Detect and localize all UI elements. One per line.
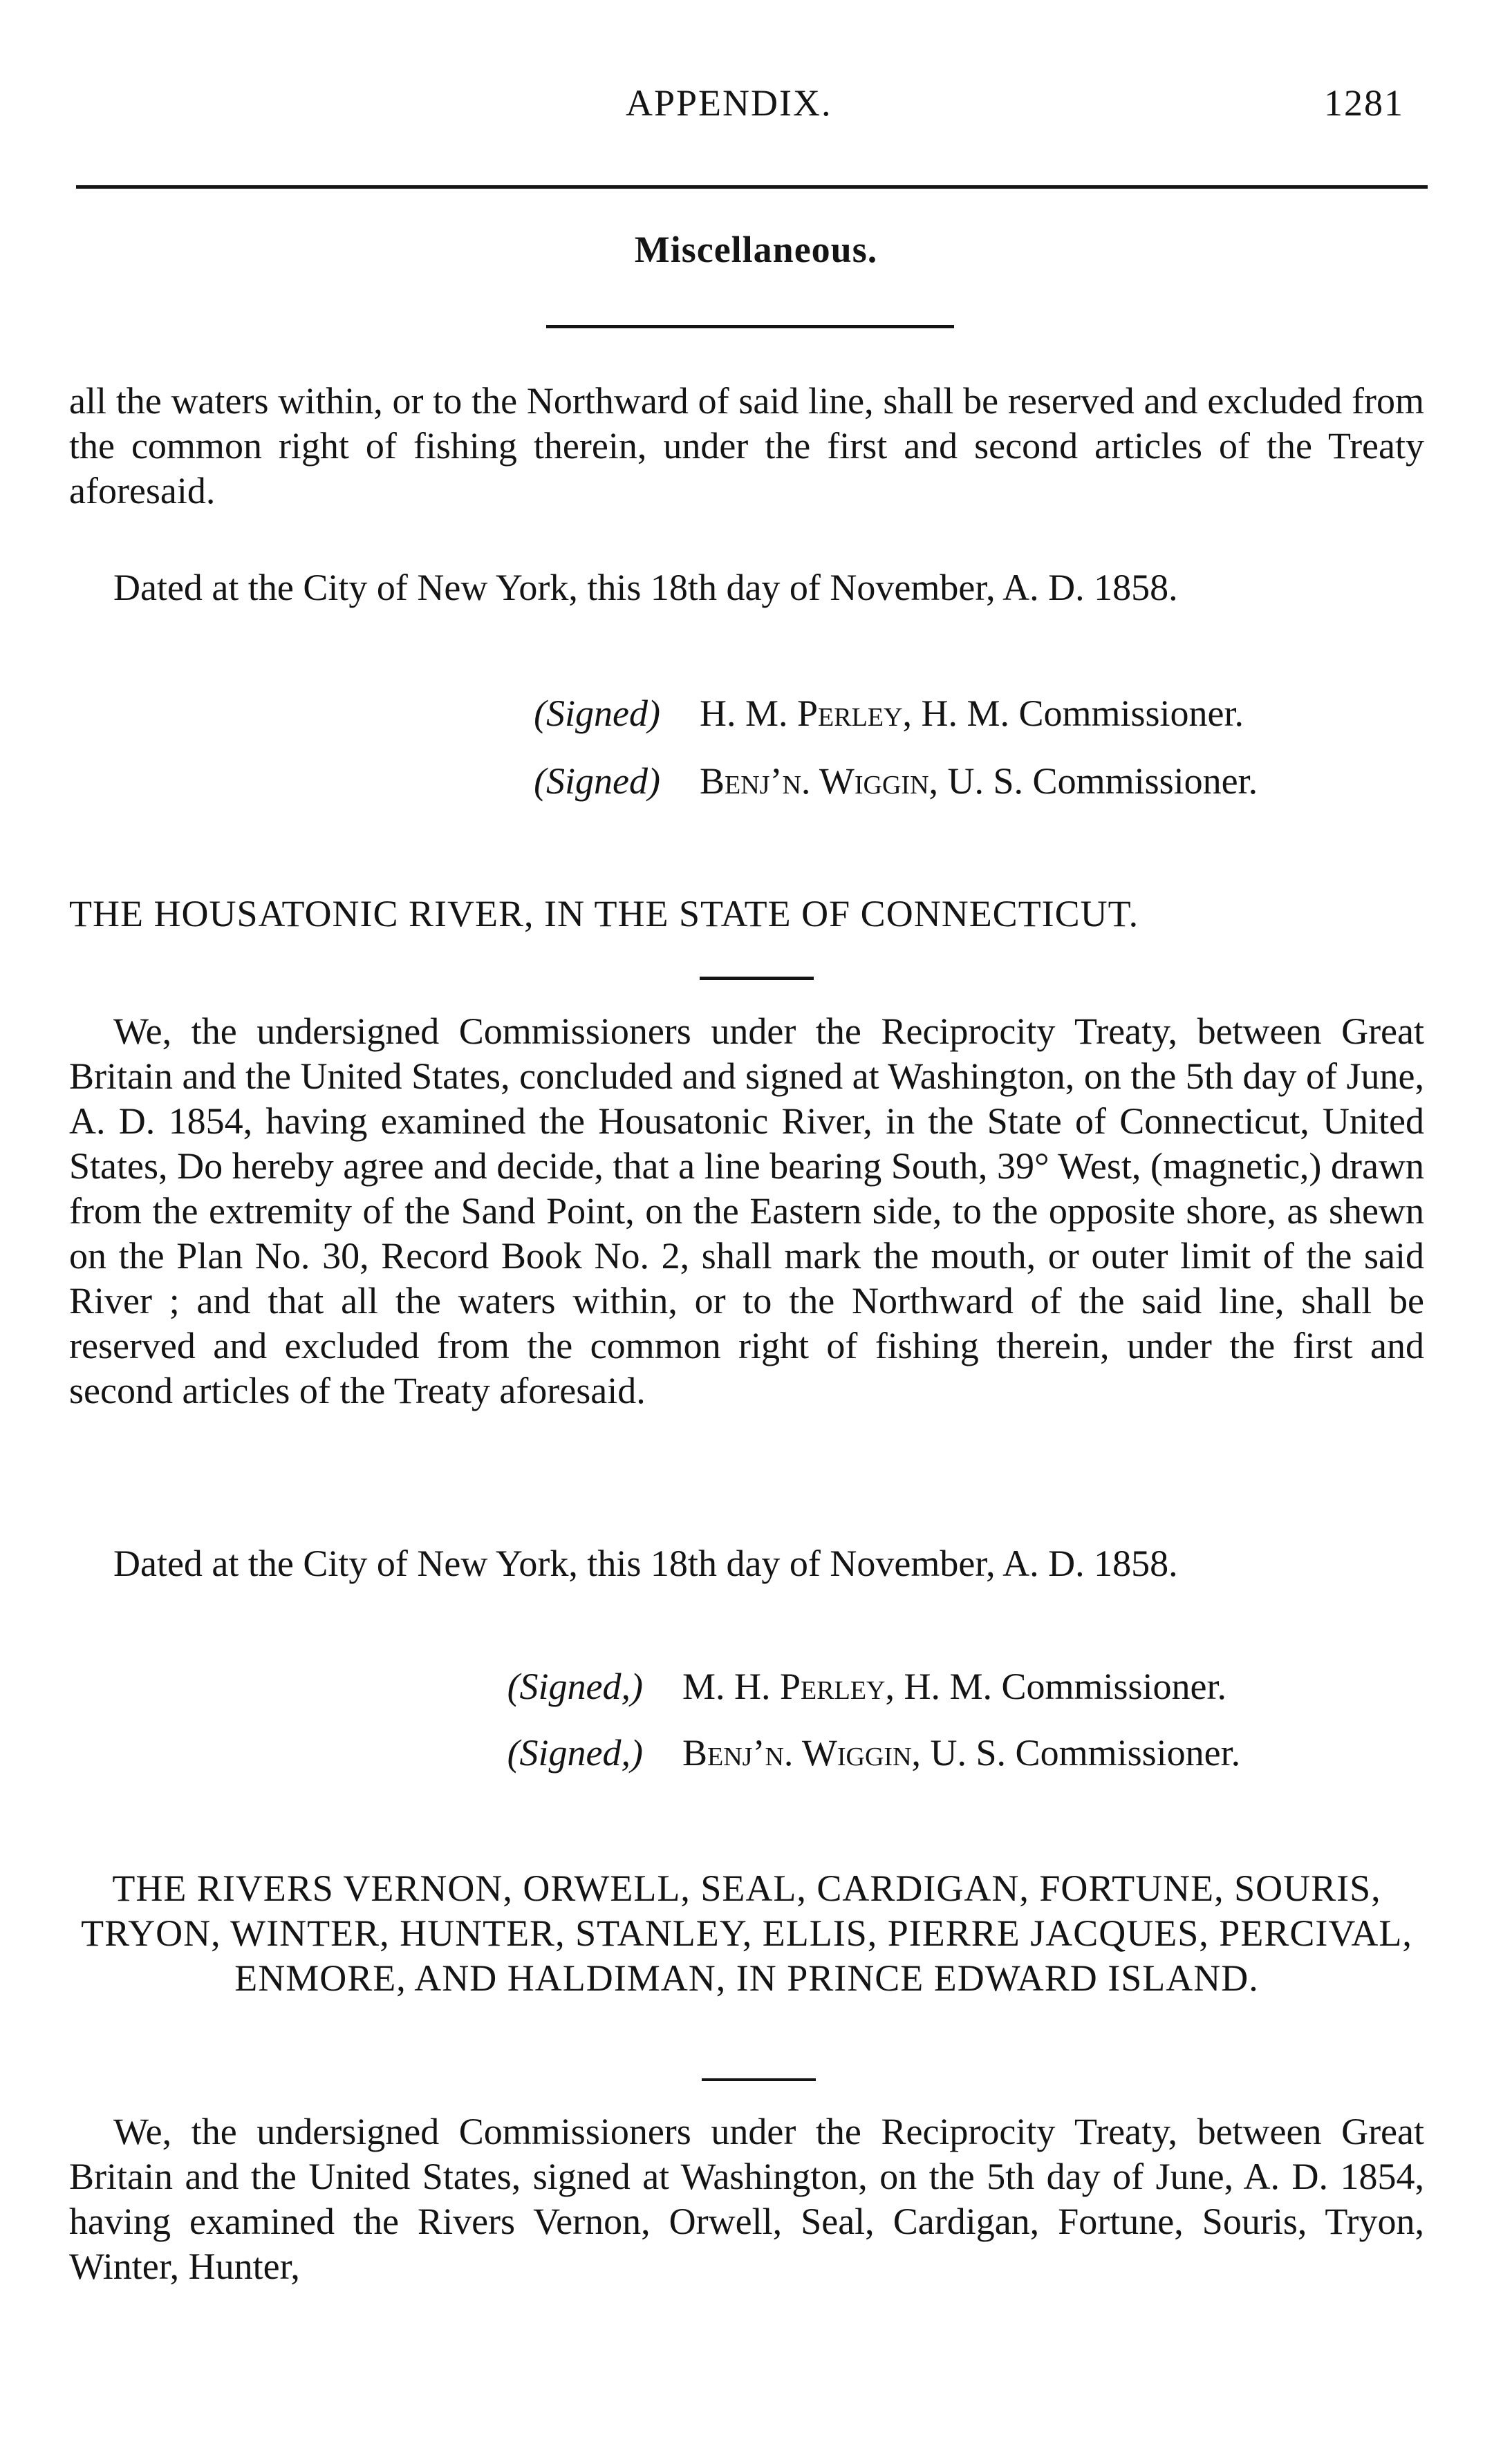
running-header-title: APPENDIX. [626,82,832,124]
signed-label: (Signed,) [507,1732,643,1774]
signatory-role: U. S. Commissioner. [930,1732,1241,1774]
signatory-role: U. S. Commissioner. [947,760,1258,802]
signatory-role: H. M. Commissioner. [904,1666,1227,1707]
heading-rule [700,977,814,980]
signed-label: (Signed,) [507,1666,643,1707]
paragraph-continuation: all the waters within, or to the Northward of said line, shall be reserved and excluded from the common right of fishing therein, under the first and second articles of the Treaty aforesaid. [69,380,1424,511]
signatory-role: H. M. Commissioner. [921,693,1244,734]
paragraph-rivers: We, the undersigned Commissioners under the Reciprocity Treaty, between Great Britain and the United States, signed at Washington, on the 5th day of June, A. D. 1854, having examined the Rivers Vernon, Orwell, Seal, Cardigan, Fortune, Souris, Tryon, Winter, Hunter, [69,2111,1424,2287]
page-number: 1281 [1324,82,1404,124]
signatory-name: Benj’n. Wiggin, [682,1732,922,1774]
header-rule [76,185,1428,189]
signature-line [484,691,1244,736]
section-title-rule [546,325,954,328]
signature-line [470,1664,1226,1709]
signatory-name: H. M. Perley, [700,693,912,734]
paragraph-housatonic: We, the undersigned Commissioners under the Reciprocity Treaty, between Great Britain and the United States, concluded and signed at Washington, on the 5th day of June, A. D. 1854, having examined the Housatonic River, in the State of Connecticut, United States, Do hereby agree and decide, that a line bearing South, 39° West, (magnetic,) drawn from the extremity of the Sand Point, on the Eastern side, to the opposite shore, as shewn on the Plan No. 30, Record Book No. 2, shall mark the mouth, or outer limit of the said River ; and that all the waters within, or to the Northward of the said line, shall be reserved and excluded from the common right of fishing therein, under the first and second articles of the Treaty aforesaid. [69,1010,1424,1411]
section-title: Miscellaneous. [634,229,878,270]
signatory-name: M. H. Perley, [682,1666,895,1707]
signed-label: (Signed) [534,693,660,734]
signature-line [484,759,1258,804]
heading-housatonic: THE HOUSATONIC RIVER, IN THE STATE OF CONNECTICUT. [69,893,1139,934]
dated-line-2: Dated at the City of New York, this 18th day of November, A. D. 1858. [113,1543,1178,1584]
heading-rivers: THE RIVERS VERNON, ORWELL, SEAL, CARDIGAN, FORTUNE, SOURIS, TRYON, WINTER, HUNTER, STANLEY, ELLIS, PIERRE JACQUES, PERCIVAL, ENMORE, AND HALDIMAN, IN PRINCE EDWARD ISLAND. [81,1868,1412,1999]
dated-line-1: Dated at the City of New York, this 18th day of November, A. D. 1858. [113,567,1178,608]
heading-rule [702,2078,816,2081]
signed-label: (Signed) [534,760,660,802]
signatory-name: Benj’n. Wiggin, [700,760,939,802]
signature-line [470,1731,1240,1776]
